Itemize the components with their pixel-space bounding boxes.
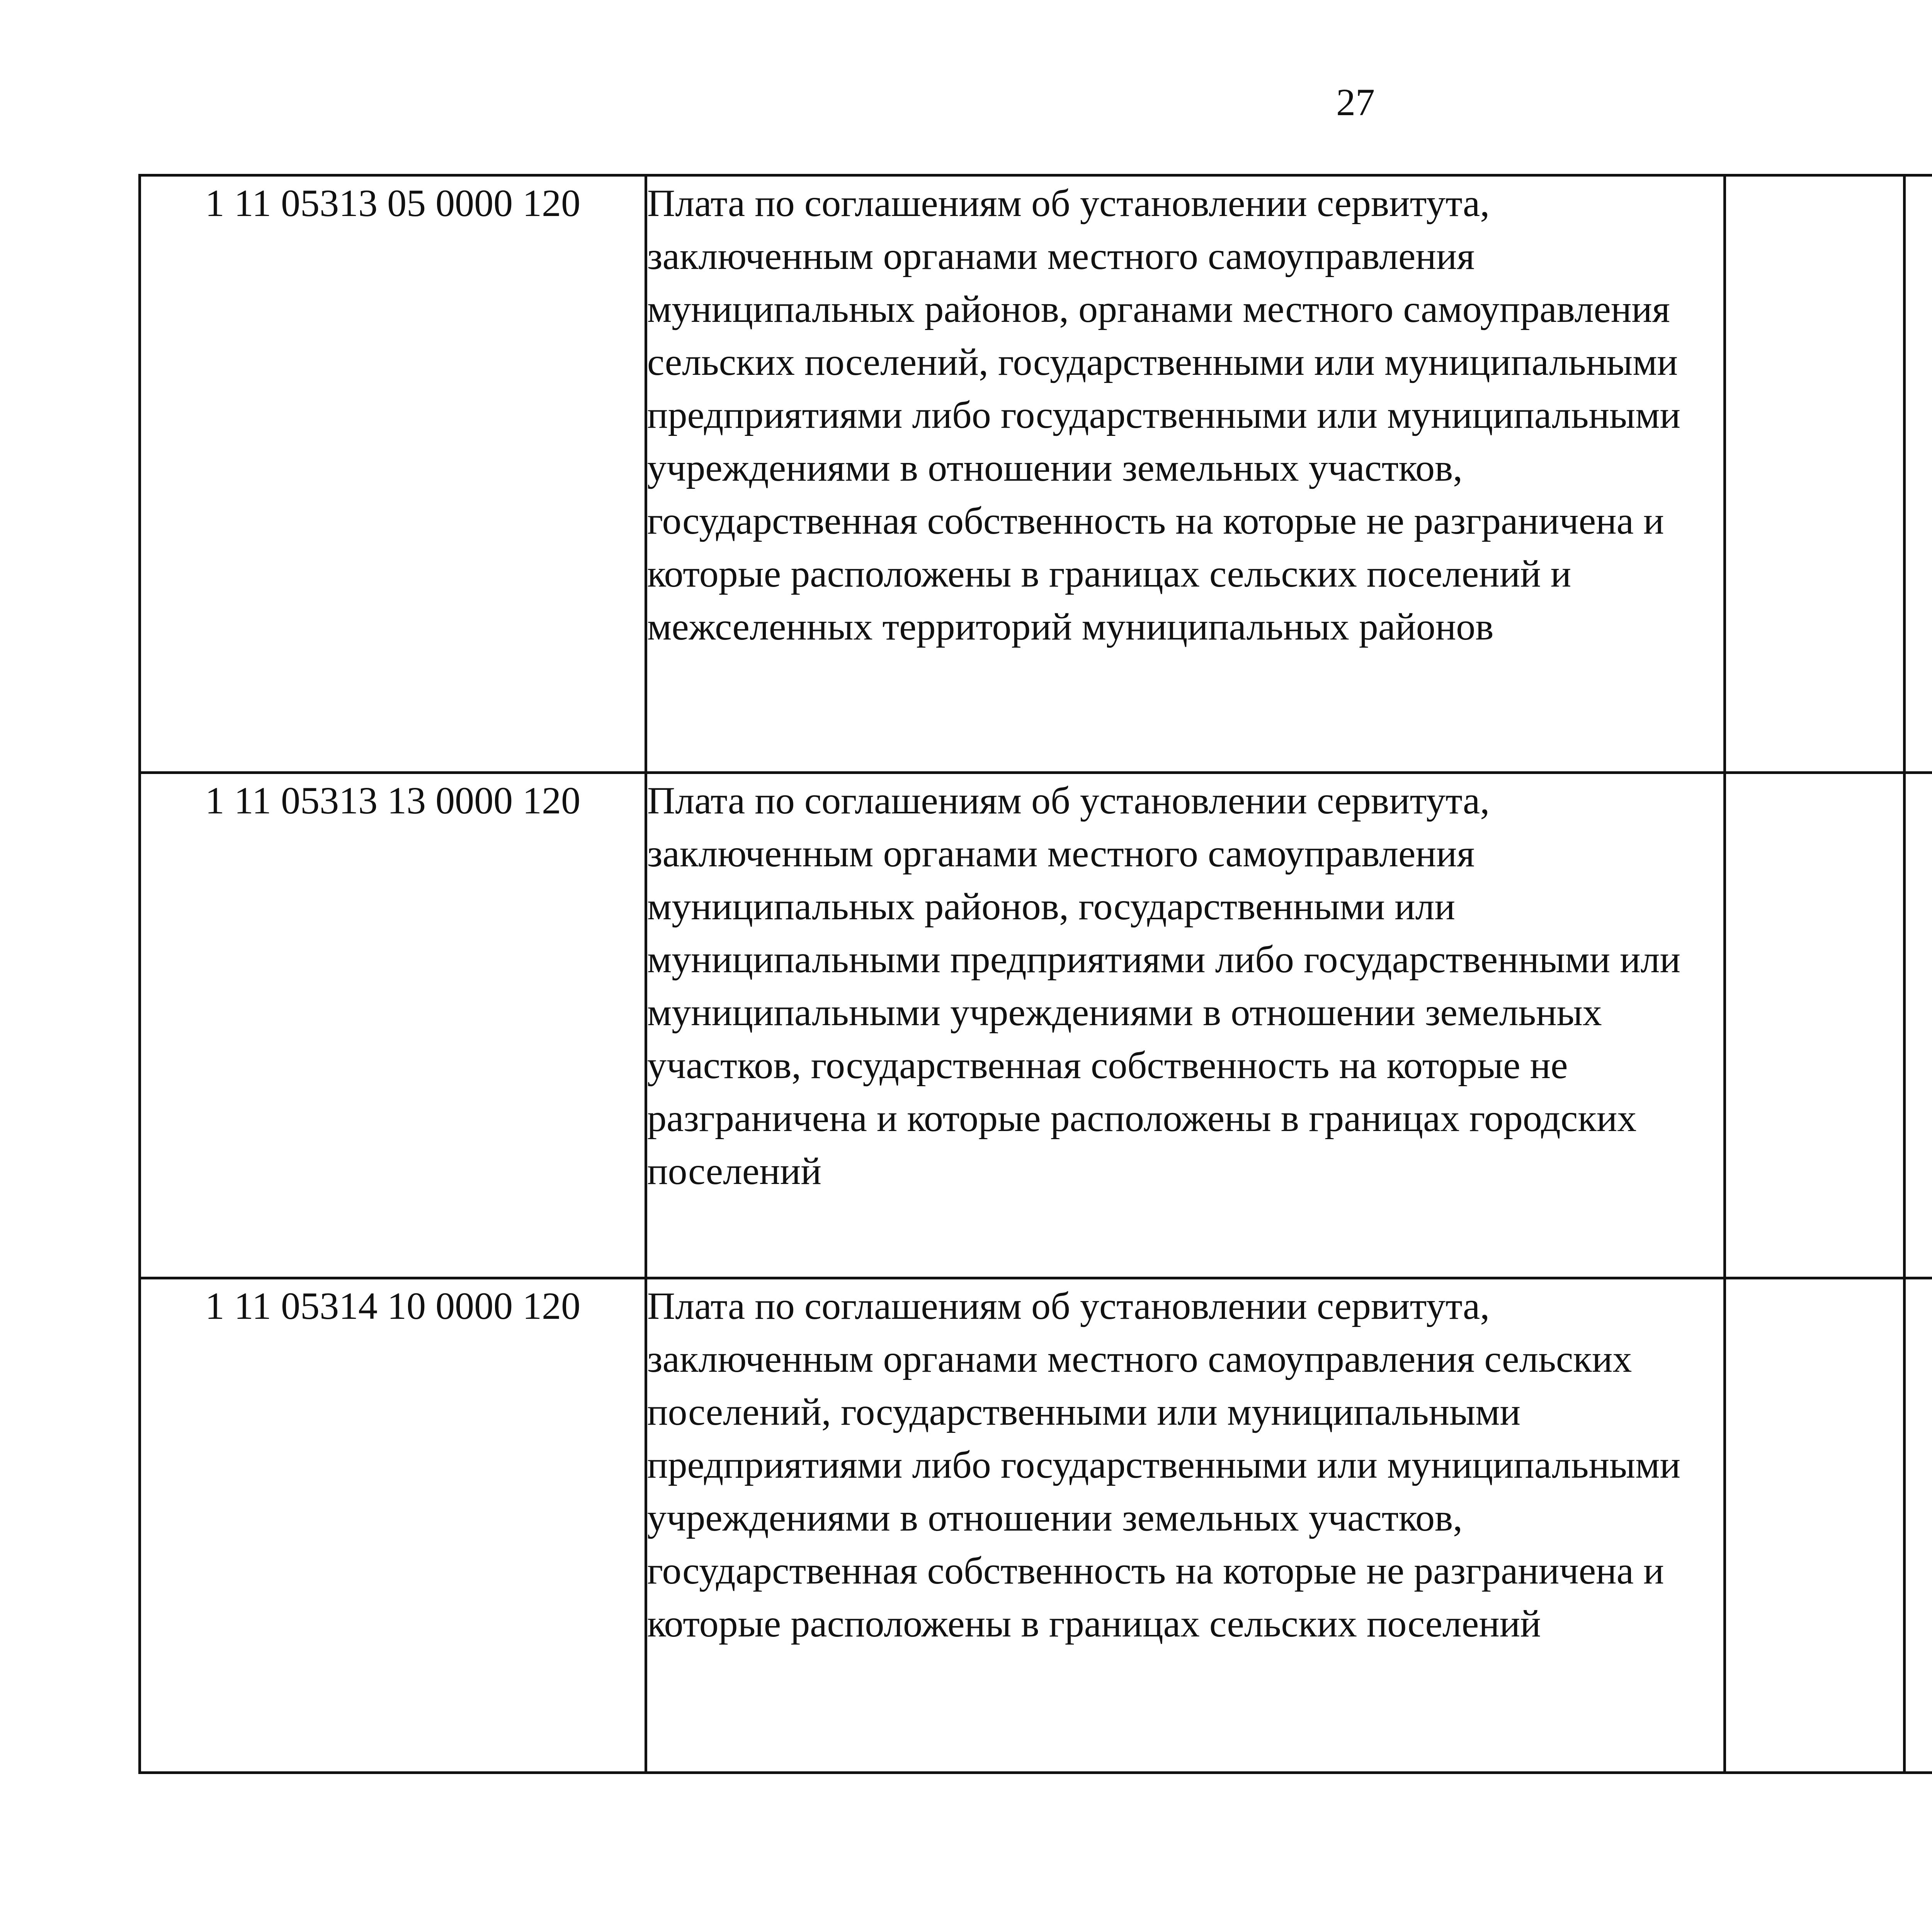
value-cell: [1905, 175, 1932, 773]
budget-classification-code: 1 11 05313 05 0000 120: [140, 175, 646, 773]
budget-classification-code: 1 11 05314 10 0000 120: [140, 1278, 646, 1773]
revenue-description: Плата по соглашениям об установлении сервитута, заключенным органами местного самоуправления муниципальных районов, государственными или муниципальными предприятиями либо государственными или муниципальными учреждениями в отношении земельных участков, государственная собственность на которые не разграничена и которые расположены в границах городских поселений: [646, 773, 1725, 1278]
revenue-distribution-table: [138, 174, 1932, 1774]
value-cell: [1905, 1278, 1932, 1773]
value-cell: [1725, 175, 1905, 773]
value-cell: [1725, 773, 1905, 1278]
table-row: [140, 1278, 1932, 1773]
revenue-description: Плата по соглашениям об установлении сервитута, заключенным органами местного самоуправления сельских поселений, государственными или муниципальными предприятиями либо государственными или муниципальными учреждениями в отношении земельных участков, государственная собственность на которые не разграничена и которые расположены в границах сельских поселений: [646, 1278, 1725, 1773]
revenue-description: Плата по соглашениям об установлении сервитута, заключенным органами местного самоуправления муниципальных районов, органами местного самоуправления сельских поселений, государственными или муниципальными предприятиями либо государственными или муниципальными учреждениями в отношении земельных участков, государственная собственность на которые не разграничена и которые расположены в границах сельских поселений и межселенных территорий муниципальных районов: [646, 175, 1725, 773]
table-row: [140, 175, 1932, 773]
page-number: 27: [1336, 81, 1375, 124]
value-cell: [1905, 773, 1932, 1278]
budget-classification-code: 1 11 05313 13 0000 120: [140, 773, 646, 1278]
table-row: [140, 773, 1932, 1278]
value-cell: [1725, 1278, 1905, 1773]
